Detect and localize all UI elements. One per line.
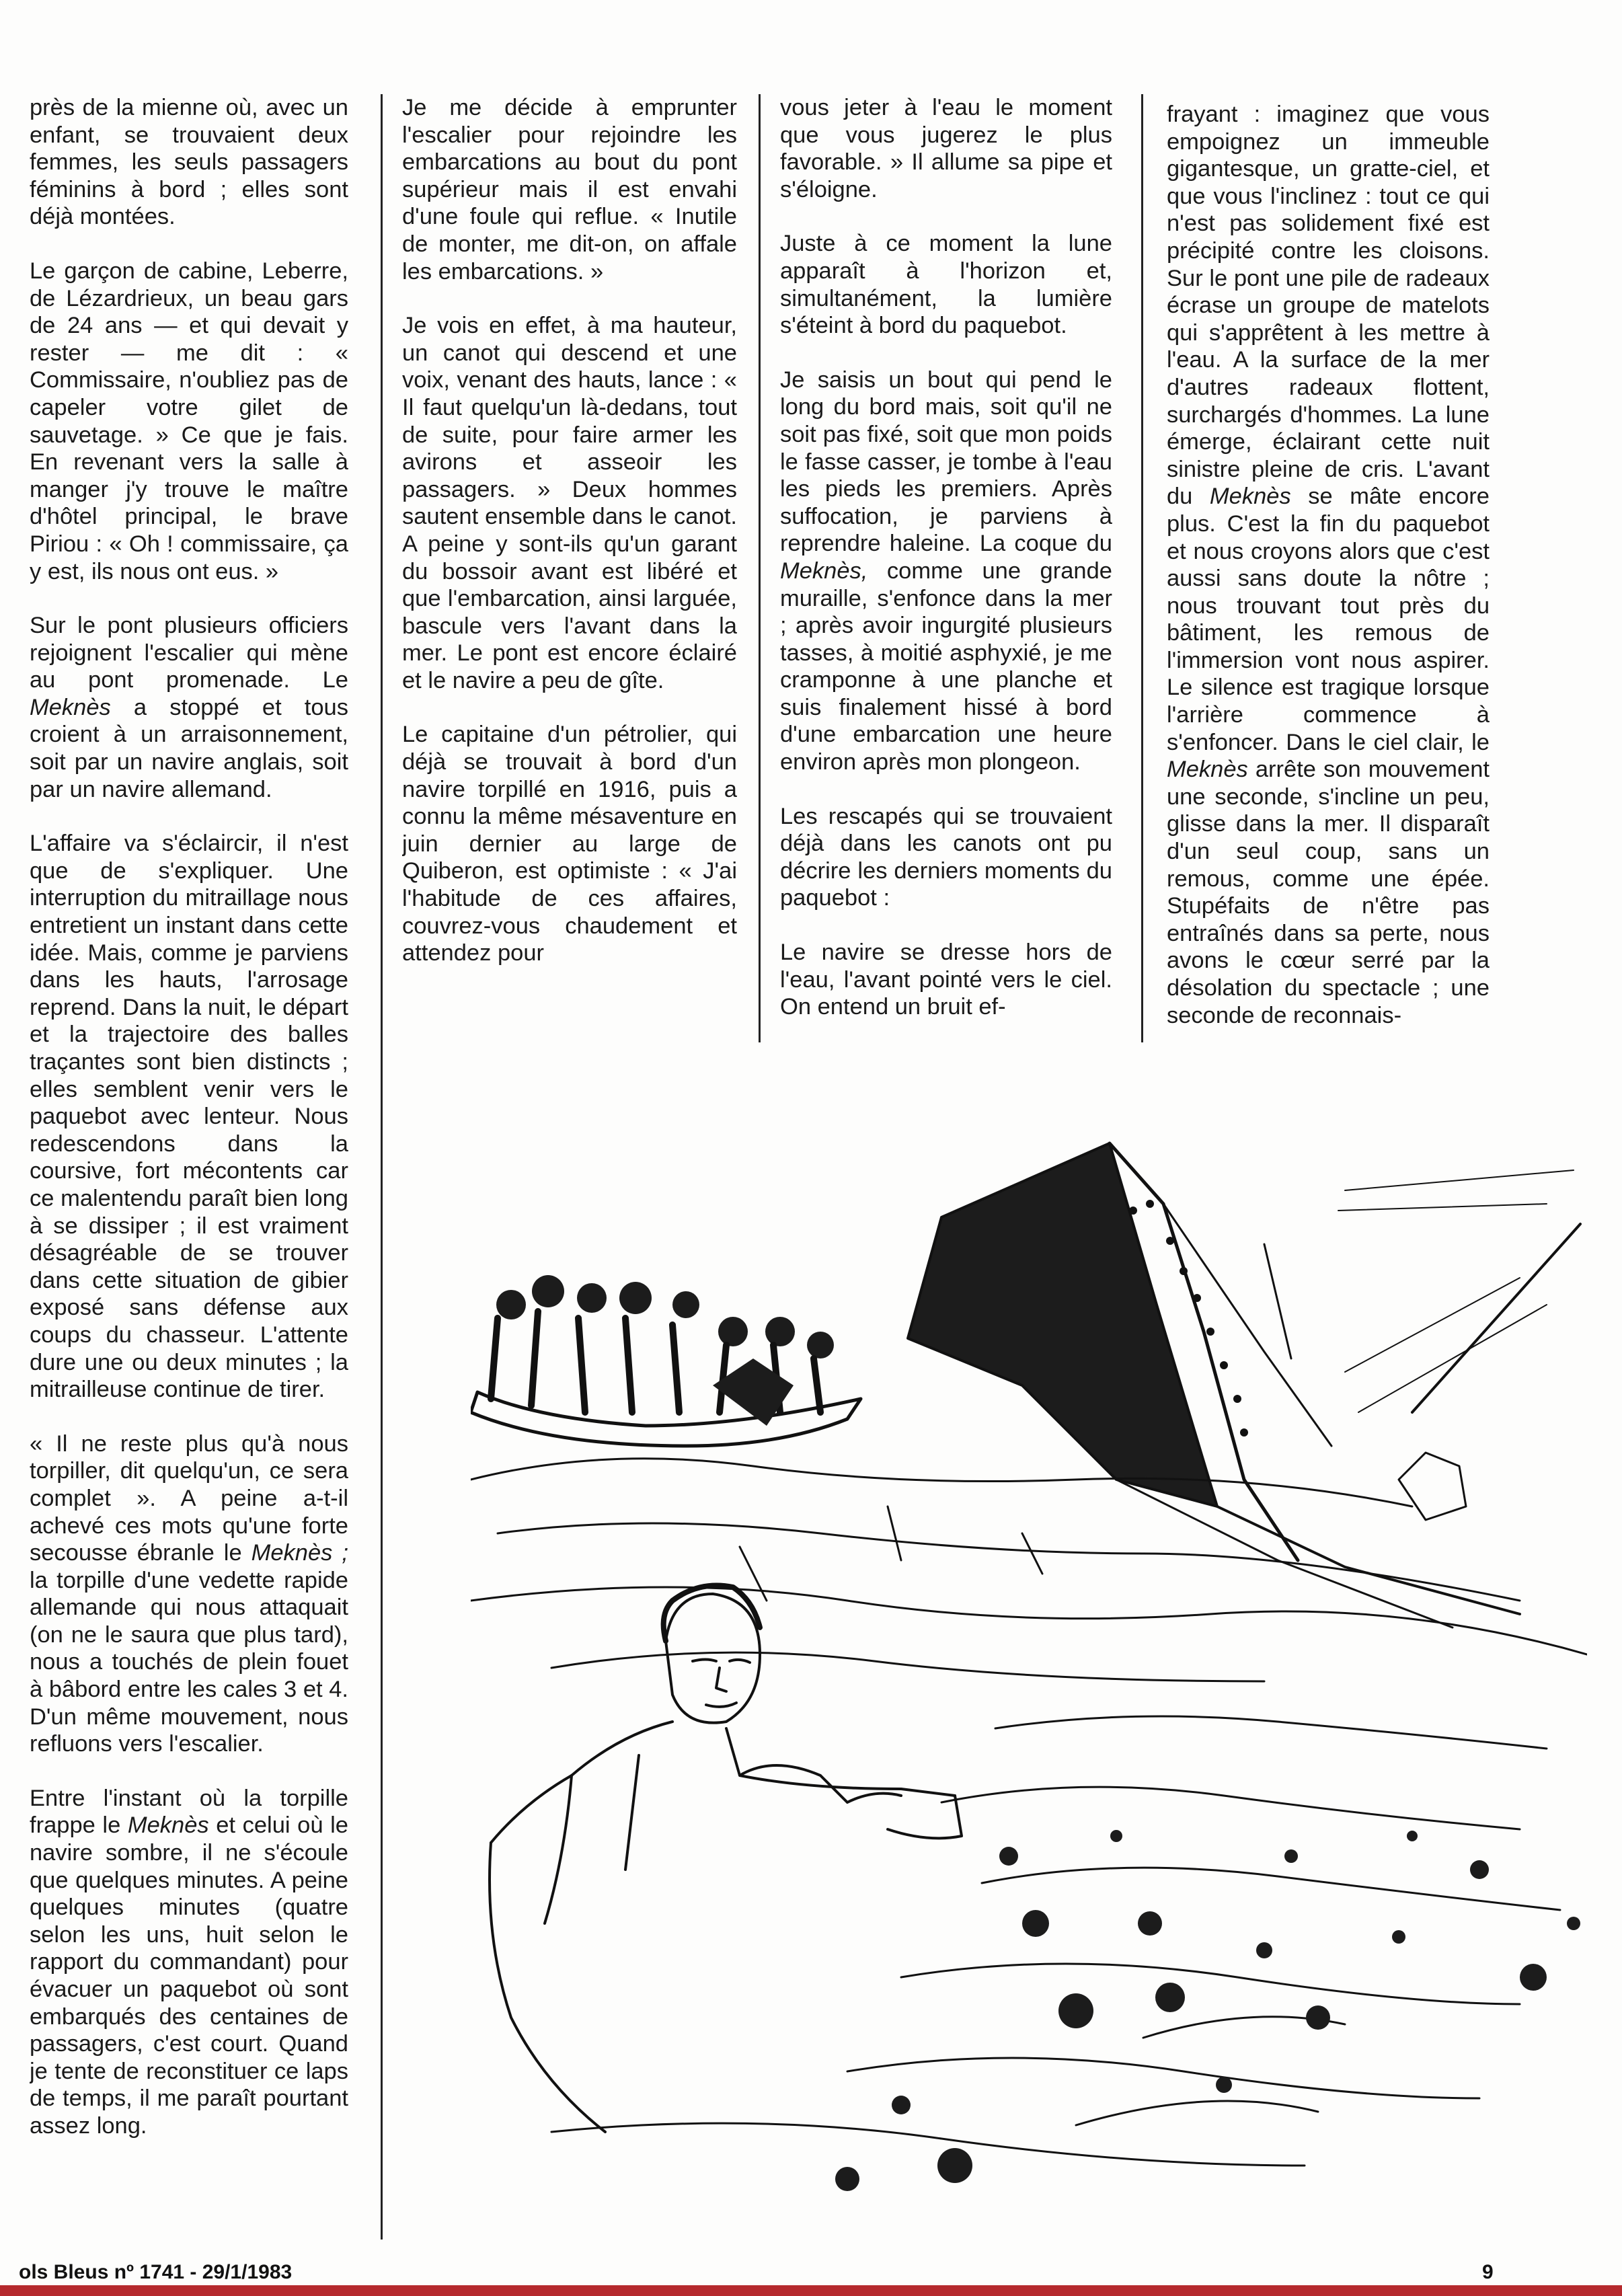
article-paragraph [402,721,737,966]
publication-footer: ols Bleus nº 1741 - 29/1/1983 [19,2261,293,2283]
article-paragraph [1167,101,1490,1029]
paragraph-text: Juste à ce moment la lune apparaît à l'horizon et, simultanément, la lumière s'éteint à bord du paquebot. [780,231,1112,339]
paragraph-text: Entre l'instant où la torpille frappe le [30,1785,348,1839]
article-paragraph [780,803,1112,912]
paragraph-text: comme une grande muraille, s'enfonce dans la mer ; après avoir ingurgité plusieurs tasses, à moitié asphyxié, je me cramponne à une planche et suis finalement hissé à bord d'une embarcation une heure environ après mon plongeon. [780,558,1112,775]
column-rule [1141,94,1143,1042]
ship-name-italic: Meknès [30,694,111,720]
paragraph-text: Le capitaine d'un pétrolier, qui déjà se trouvait à bord d'un navire torpillé en 1916, puis a connu la même mésaventure en juin dernier au large de Quiberon, est optimiste : « J'ai l'habitude de ces affaires, couvrez-vous chaudement et attendez pour [402,722,737,966]
sea-waves-drawing [471,1459,1587,2166]
text-column-2 [402,94,737,1046]
article-paragraph [780,94,1112,203]
paragraph-text: et celui où le navire sombre, il ne s'écoule que quelques minutes. A peine quelques minutes (quatre selon les uns, huit selon le rapport du commandant) pour évacuer un paquebot où sont embarqués des centaines de passagers, c'est court. Quand je tente de reconstituer ce laps de temps, il me paraît pourtant assez long. [30,1812,348,2139]
text-column-1 [30,94,348,2206]
paragraph-text: L'affaire va s'éclaircir, il n'est que de s'expliquer. Une interruption du mitraillage nous entretient un instant dans cette idée. Mais, comme je parviens dans les hauts, l'arrosage reprend. Dans la nuit, le départ et la trajectoire des balles traçantes sont bien distincts ; elles semblent venir vers le paquebot avec lenteur. Nous redescendons dans la coursive, fort mécontents car ce malentendu paraît bien long à se dissiper ; il est vraiment désagréable de se trouver dans cette situation de gibier exposé sans défense aux coups du chasseur. L'attente dure une ou deux minutes ; la mitrailleuse continue de tirer. [30,831,348,1403]
swimming-man-drawing [490,1586,962,2133]
paragraph-text: « Il ne reste plus qu'à nous torpiller, dit quelqu'un, ce sera complet ». A peine a-t-il achevé ces mots qu'une forte secousse ébranle le [30,1430,348,1566]
paragraph-text: Sur le pont plusieurs officiers rejoignent l'escalier qui mène au pont promenade. Le [30,613,348,693]
ship-name-italic: Meknès [1167,757,1248,783]
sinking-ship-drawing [908,1143,1580,1628]
paragraph-text: se mâte encore plus. C'est la fin du paquebot et nous croyons alors que c'est aussi sans doute la nôtre ; nous trouvant tout près du bâtiment, les remous de l'immersion vont nous aspirer. Le silence est tragique lorsque l'arrière commence à s'enfoncer. Dans le ciel clair, le [1167,484,1490,755]
article-paragraph [402,312,737,694]
article-paragraph [780,939,1112,1021]
paragraph-text: Le garçon de cabine, Leberre, de Lézardrieux, un beau gars de 24 ans — et qui devait y rester — me dit : « Commissaire, n'oubliez pas de capeler votre gilet de sauvetage. » Ce que je fais. En revenant vers la salle à manger j'y trouve le maître d'hôtel principal, le brave Piriou : « Oh ! commissaire, ça y est, ils nous ont eus. » [30,258,348,584]
article-paragraph [30,94,348,231]
article-paragraph [30,258,348,585]
article-paragraph [780,367,1112,776]
paragraph-text: la torpille d'une vedette rapide allemande qui nous attaquait (on ne le saura que plus tard), nous a touchés de plein fouet à bâbord entre les cales 3 et 4. D'un même mouvement, nous refluons vers l'escalier. [30,1567,348,1757]
text-column-4 [1167,101,1490,1046]
article-paragraph [30,1785,348,2140]
paragraph-text: arrête son mouvement une seconde, s'incline un peu, glisse dans la mer. Il disparaît d'un seul coup, sans un remous, comme une épée. Stupéfaits de n'être pas entraînés dans sa perte, nous avons le cœur serré par la désolation du spectacle ; une seconde de reconnais- [1167,757,1490,1028]
article-paragraph [30,1430,348,1758]
sinking-ship-illustration [471,1130,1587,2219]
ship-name-italic: Meknès ; [251,1540,348,1566]
article-paragraph [780,230,1112,339]
ship-name-italic: Meknès, [780,558,868,584]
column-rule [381,94,383,2240]
ship-name-italic: Meknès [127,1812,209,1839]
paragraph-text: près de la mienne où, avec un enfant, se trouvaient deux femmes, les seuls passagers féminins à bord ; elles sont déjà montées. [30,95,348,230]
page-number: 9 [1482,2261,1494,2283]
paragraph-text: Le navire se dresse hors de l'eau, l'avant pointé vers le ciel. On entend un bruit ef- [780,940,1112,1020]
ink-splatter-marks [835,1830,1580,2191]
accent-band [0,2285,1622,2296]
column-rule [759,94,761,1042]
paragraph-text: Les rescapés qui se trouvaient déjà dans les canots ont pu décrire les derniers moments du paquebot : [780,803,1112,911]
article-paragraph [30,830,348,1403]
paragraph-text: frayant : imaginez que vous empoignez un immeuble gigantesque, un gratte-ciel, et que vous l'inclinez : tout ce qui n'est pas solidement fixé est précipité contre les cloisons. Sur le pont une pile de radeaux écrase un groupe de matelots qui s'apprêtent à les mettre à l'eau. A la surface de la mer d'autres radeaux flottent, surchargés d'hommes. La lune émerge, éclairant cette nuit sinistre pleine de cris. L'avant du [1167,102,1490,510]
paragraph-text: vous jeter à l'eau le moment que vous jugerez le plus favorable. » Il allume sa pipe et s'éloigne. [780,95,1112,202]
paragraph-text: Je saisis un bout qui pend le long du bord mais, soit qu'il ne soit pas fixé, soit que mon poids le fasse casser, je tombe à l'eau les pieds les premiers. Après suffocation, je parviens à reprendre haleine. La coque du [780,367,1112,557]
text-column-3 [780,94,1112,1046]
paragraph-text: a stoppé et tous croient à un arraisonnement, soit par un navire anglais, soit par un navire allemand. [30,694,348,802]
article-paragraph [30,612,348,803]
paragraph-text: Je me décide à emprunter l'escalier pour rejoindre les embarcations au bout du pont supérieur mais il est envahi d'une foule qui reflue. « Inutile de monter, me dit-on, on affale les embarcations. » [402,95,737,284]
article-paragraph [402,94,737,285]
lifeboat-drawing [471,1275,861,1446]
ship-name-italic: Meknès [1209,484,1291,510]
paragraph-text: Je vois en effet, à ma hauteur, un canot qui descend et une voix, venant des hauts, lance : « Il faut quelqu'un là-dedans, tout de suite, pour faire armer les avirons et asseoir les passagers. » Deux hommes sautent ensemble dans le canot. A peine y sont-ils qu'un garant du bossoir avant est libéré et que l'embarcation, ainsi larguée, bascule vers l'avant dans la mer. Le pont est encore éclairé et le navire a peu de gîte. [402,313,737,693]
